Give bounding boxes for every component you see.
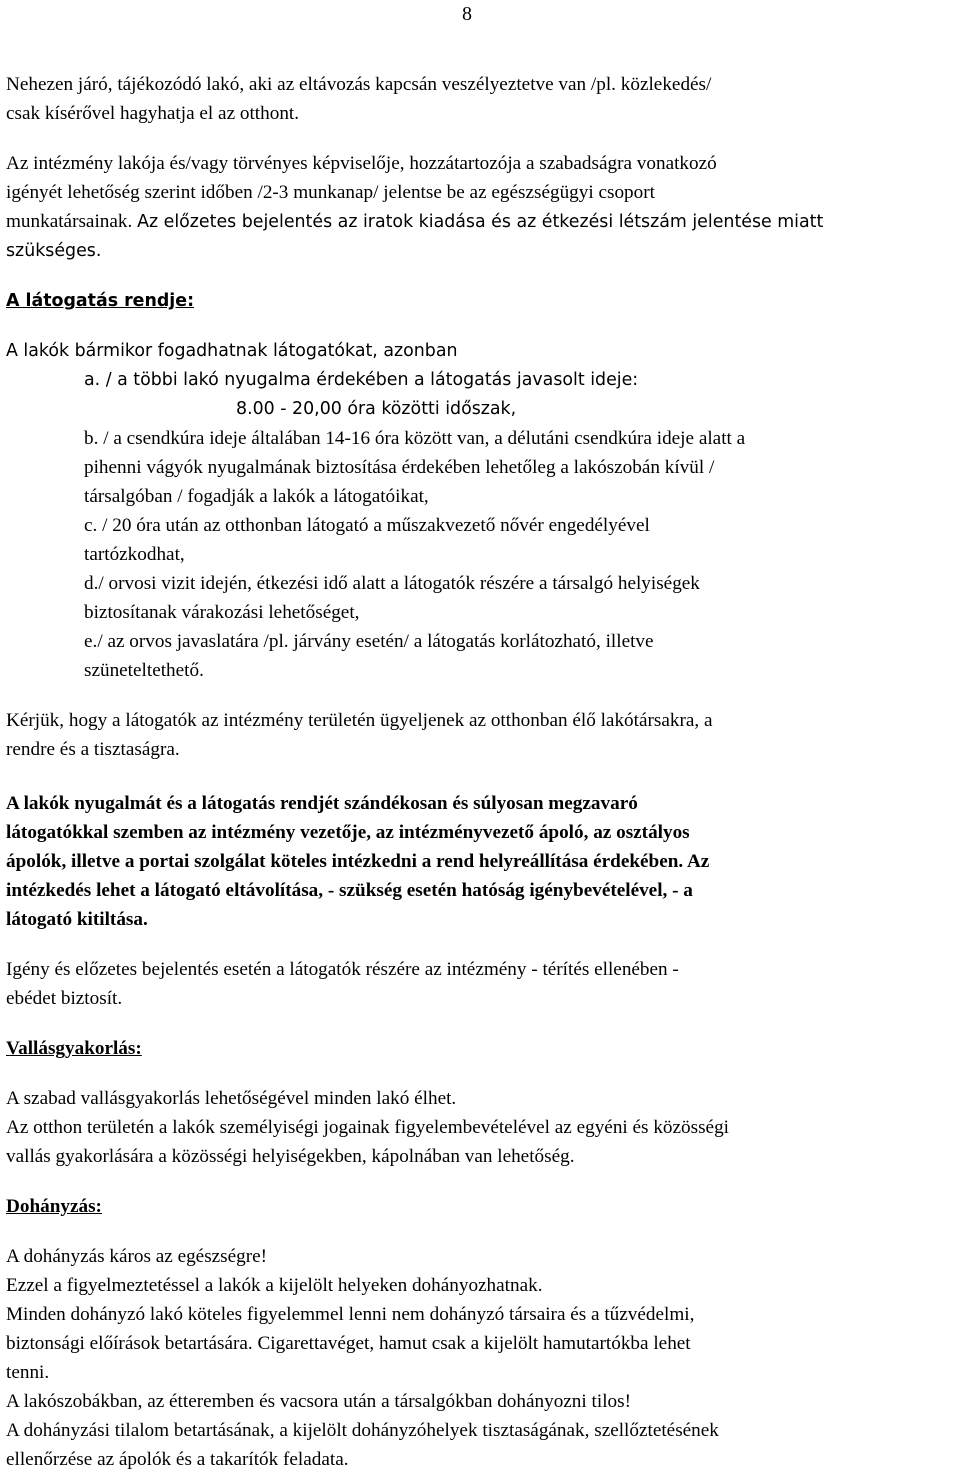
text-line (6, 207, 954, 237)
text-line: biztosítanak várakozási lehetőséget, (84, 602, 360, 623)
section-heading-visiting: A látogatás rendje: (6, 291, 195, 311)
text-line: A dohányzási tilalom betartásának, a kijelölt dohányzóhelyek tisztaságának, szellőztetésének (6, 1420, 719, 1441)
lunch-paragraph (6, 955, 954, 1013)
text-line: tenni. (6, 1362, 50, 1383)
religion-paragraph (6, 1084, 954, 1171)
text-line: pihenni vágyók nyugalmának biztosítása érdekében lehetőleg a lakószobán kívül / (84, 457, 715, 478)
list-item-e: e./ az orvos javaslatára /pl. járvány esetén/ a látogatás korlátozható, illetve (84, 631, 654, 652)
text-line: látogatókkal szemben az intézmény vezetője, az intézményvezető ápoló, az osztályos (6, 822, 690, 843)
text-span: munkatársainak. (6, 211, 138, 232)
text-line: csak kísérővel hagyhatja el az otthont. (6, 103, 300, 124)
text-line: Ezzel a figyelmeztetéssel a lakók a kijelölt helyeken dohányozhatnak. (6, 1275, 543, 1296)
text-line: Kérjük, hogy a látogatók az intézmény területén ügyeljenek az otthonban élő lakótársakra, a (6, 710, 713, 731)
text-line: Minden dohányzó lakó köteles figyelemmel lenni nem dohányzó társaira és a tűzvédelmi, (6, 1304, 695, 1325)
text-line: szüneteltethető. (84, 660, 204, 681)
list-item-d: d./ orvosi vizit idején, étkezési idő alatt a látogatók részére a társalgó helyiségek (84, 573, 700, 594)
text-line: látogató kitiltása. (6, 909, 148, 930)
list-items (6, 424, 954, 685)
text-line: A lakók bármikor fogadhatnak látogatókat, azonban (6, 341, 458, 361)
section-heading-religion: Vallásgyakorlás: (6, 1038, 142, 1059)
text-line: igényét lehetőség szerint időben /2-3 munkanap/ jelentse be az egészségügyi csoport (6, 182, 655, 203)
text-line: rendre és a tisztaságra. (6, 739, 180, 760)
text-line: intézkedés lehet a látogató eltávolítása, - szükség esetén hatóság igénybevételével, - a (6, 880, 693, 901)
text-span: Az előzetes bejelentés az iratok kiadása és az étkezési létszám jelentése miatt (137, 212, 824, 232)
text-line: A dohányzás káros az egészségre! (6, 1246, 268, 1267)
bold-warning-paragraph (6, 789, 954, 934)
page-number: 8 (462, 3, 472, 25)
list-item-b: b. / a csendkúra ideje általában 14-16 óra között van, a délutáni csendkúra ideje alatt a (84, 428, 746, 449)
text-line: A lakószobákban, az étteremben és vacsora után a társalgókban dohányozni tilos! (6, 1391, 631, 1412)
text-line: Igény és előzetes bejelentés esetén a látogatók részére az intézmény - térítés ellenében - (6, 959, 679, 980)
visiting-time: 8.00 - 20,00 óra közötti időszak, (236, 399, 517, 419)
text-line: Az otthon területén a lakók személyiségi jogainak figyelembevételével az egyéni és közösségi (6, 1117, 729, 1138)
intro-paragraph-1 (6, 70, 954, 128)
text-line: Az intézmény lakója és/vagy törvényes képviselője, hozzátartozója a szabadságra vonatkozó (6, 153, 717, 174)
list-item-a: a. / a többi lakó nyugalma érdekében a látogatás javasolt ideje: (84, 370, 639, 390)
text-line: ebédet biztosít. (6, 988, 123, 1009)
text-line: tartózkodhat, (84, 544, 185, 565)
text-line: A szabad vallásgyakorlás lehetőségével minden lakó élhet. (6, 1088, 457, 1109)
text-line: szükséges. (6, 241, 102, 261)
text-line: Nehezen járó, tájékozódó lakó, aki az eltávozás kapcsán veszélyeztetve van /pl. közlekedés/ (6, 74, 712, 95)
section-heading-smoking: Dohányzás: (6, 1196, 102, 1217)
text-line: ápolók, illetve a portai szolgálat köteles intézkedni a rend helyreállítása érdekében. Az (6, 851, 710, 872)
list-item-c: c. / 20 óra után az otthonban látogató a műszakvezető nővér engedélyével (84, 515, 650, 536)
intro-paragraph-2 (6, 149, 954, 266)
smoking-paragraph (6, 1242, 954, 1474)
text-line: A lakók nyugalmát és a látogatás rendjét szándékosan és súlyosan megzavaró (6, 793, 638, 814)
text-line: ellenőrzése az ápolók és a takarítók feladata. (6, 1449, 349, 1470)
text-line: biztonsági előírások betartására. Cigarettavéget, hamut csak a kijelölt hamutartókba lehet (6, 1333, 691, 1354)
text-line: vallás gyakorlására a közösségi helyiségekben, kápolnában van lehetőség. (6, 1146, 575, 1167)
request-paragraph (6, 706, 954, 764)
text-line: társalgóban / fogadják a lakók a látogatóikat, (84, 486, 429, 507)
